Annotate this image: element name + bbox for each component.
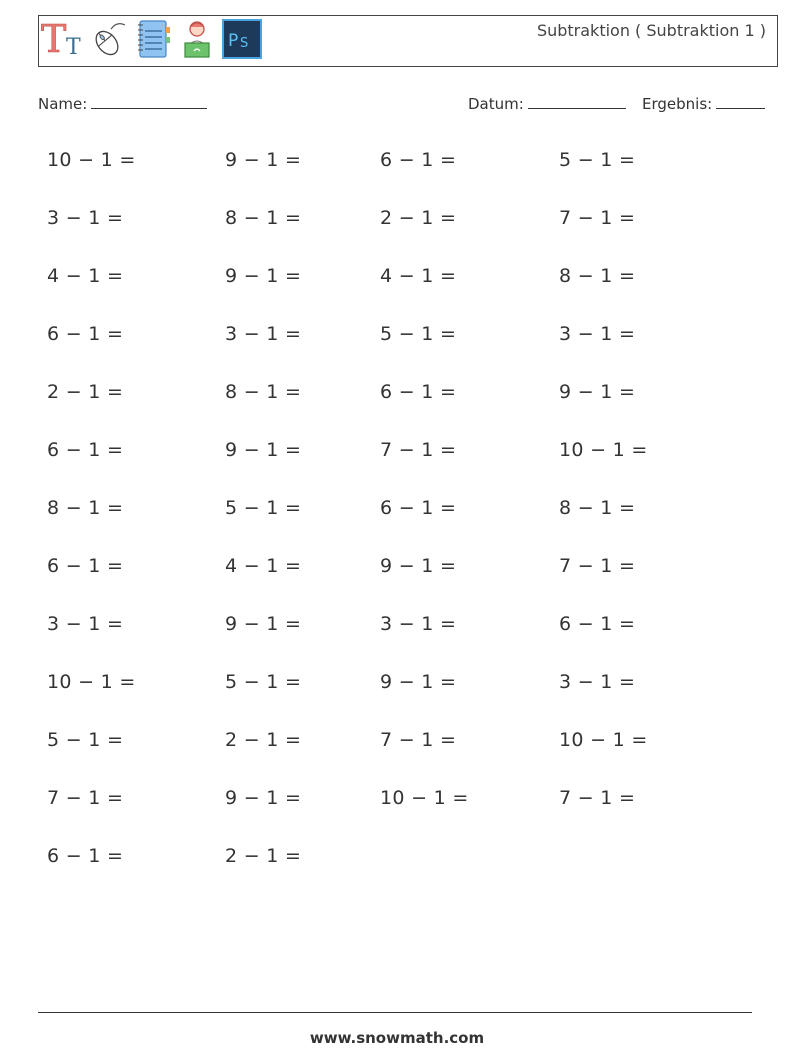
problem-item: 9 − 1 = xyxy=(225,439,302,461)
problem-item: 10 − 1 = xyxy=(47,149,136,171)
problem-item: 5 − 1 = xyxy=(47,729,124,751)
problem-item: 3 − 1 = xyxy=(559,323,636,345)
problem-item: 5 − 1 = xyxy=(380,323,457,345)
problem-item: 5 − 1 = xyxy=(559,149,636,171)
svg-text:T: T xyxy=(66,35,81,59)
problem-item: 8 − 1 = xyxy=(47,497,124,519)
problem-item: 6 − 1 = xyxy=(380,149,457,171)
problem-item: 6 − 1 = xyxy=(380,497,457,519)
problem-item: 6 − 1 = xyxy=(47,845,124,867)
problem-item: 3 − 1 = xyxy=(47,207,124,229)
problem-item: 8 − 1 = xyxy=(225,207,302,229)
date-label: Datum: xyxy=(468,95,524,113)
footer-website: www.snowmath.com xyxy=(309,1029,485,1047)
problem-item: 9 − 1 = xyxy=(380,671,457,693)
problem-item: 7 − 1 = xyxy=(559,555,636,577)
problem-item: 2 − 1 = xyxy=(225,845,302,867)
problem-item: 10 − 1 = xyxy=(380,787,469,809)
problem-item: 7 − 1 = xyxy=(380,729,457,751)
problem-item: 4 − 1 = xyxy=(225,555,302,577)
problem-item: 9 − 1 = xyxy=(380,555,457,577)
problem-item: 9 − 1 = xyxy=(559,381,636,403)
problem-item: 5 − 1 = xyxy=(225,497,302,519)
problem-item: 4 − 1 = xyxy=(380,265,457,287)
svg-text:T: T xyxy=(41,19,67,59)
problem-item: 6 − 1 = xyxy=(47,555,124,577)
result-label: Ergebnis: xyxy=(642,95,713,113)
problem-item: 7 − 1 = xyxy=(380,439,457,461)
problem-item: 10 − 1 = xyxy=(47,671,136,693)
worksheet-title: Subtraktion ( Subtraktion 1 ) xyxy=(536,21,766,40)
footer-divider xyxy=(38,1012,752,1013)
problem-item: 9 − 1 = xyxy=(225,613,302,635)
problem-item: 8 − 1 = xyxy=(559,265,636,287)
problem-item: 6 − 1 = xyxy=(47,439,124,461)
problem-item: 8 − 1 = xyxy=(559,497,636,519)
problem-item: 6 − 1 = xyxy=(47,323,124,345)
name-label: Name: xyxy=(38,95,88,113)
problem-item: 6 − 1 = xyxy=(559,613,636,635)
problem-item: 9 − 1 = xyxy=(225,787,302,809)
problem-item: 6 − 1 = xyxy=(380,381,457,403)
problem-item: 3 − 1 = xyxy=(380,613,457,635)
problem-item: 3 − 1 = xyxy=(47,613,124,635)
problem-item: 7 − 1 = xyxy=(47,787,124,809)
problem-item: 4 − 1 = xyxy=(47,265,124,287)
problem-item: 10 − 1 = xyxy=(559,439,648,461)
problem-item: 9 − 1 = xyxy=(225,149,302,171)
problem-item: 2 − 1 = xyxy=(380,207,457,229)
svg-text:P: P xyxy=(228,31,239,51)
problem-item: 7 − 1 = xyxy=(559,207,636,229)
problem-item: 10 − 1 = xyxy=(559,729,648,751)
problem-item: 2 − 1 = xyxy=(225,729,302,751)
problem-item: 9 − 1 = xyxy=(225,265,302,287)
problem-item: 3 − 1 = xyxy=(225,323,302,345)
problem-item: 7 − 1 = xyxy=(559,787,636,809)
problem-item: 3 − 1 = xyxy=(559,671,636,693)
svg-text:S: S xyxy=(240,36,249,51)
problem-item: 2 − 1 = xyxy=(47,381,124,403)
problem-item: 5 − 1 = xyxy=(225,671,302,693)
problem-item: 8 − 1 = xyxy=(225,381,302,403)
